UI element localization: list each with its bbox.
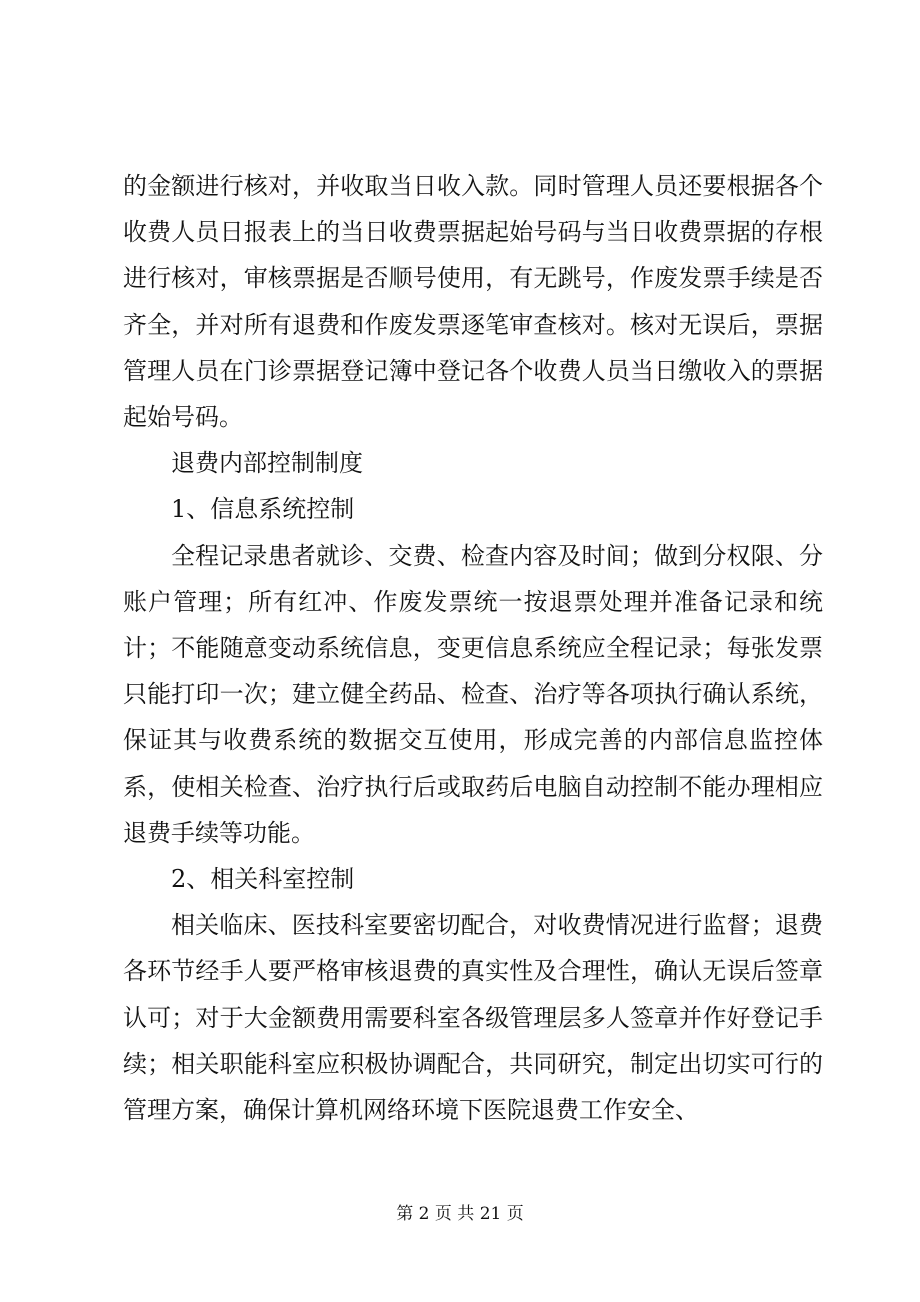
section-heading-refund-control: 退费内部控制制度 bbox=[171, 449, 363, 478]
paragraph-continued: 的金额进行核对，并收取当日收入款。同时管理人员还要根据各个收费人员日报表上的当日收费票据起始号码与当日收费票据的存根进行核对，审核票据是否顺号使用，有无跳号，作废发票手续是否齐全，并对所有退费和作废发票逐笔审查核对。核对无误后，票据管理人员在门诊票据登记簿中登记各个收费人员当日缴收入的票据起始号码。 bbox=[123, 172, 823, 432]
paragraph-related-departments: 相关临床、医技科室要密切配合，对收费情况进行监督；退费各环节经手人要严格审核退费的真实性及合理性，确认无误后签章认可；对于大金额费用需要科室各级管理层多人签章并作好登记手续；相关职能科室应积极协调配合，共同研究，制定出切实可行的管理方案，确保计算机网络环境下医院退费工作安全、 bbox=[123, 911, 823, 1125]
page-number-footer: 第 2 页 共 21 页 bbox=[396, 1204, 524, 1224]
subsection-heading-related-departments: 2、相关科室控制 bbox=[171, 865, 355, 894]
subsection-heading-information-system: 1、信息系统控制 bbox=[171, 495, 355, 524]
paragraph-information-system: 全程记录患者就诊、交费、检查内容及时间；做到分权限、分账户管理；所有红冲、作废发票统一按退票处理并准备记录和统计；不能随意变动系统信息，变更信息系统应全程记录；每张发票只能打印一次；建立健全药品、检查、治疗等各项执行确认系统，保证其与收费系统的数据交互使用，形成完善的内部信息监控体系，使相关检查、治疗执行后或取药后电脑自动控制不能办理相应退费手续等功能。 bbox=[123, 541, 823, 847]
document-body bbox=[123, 163, 823, 1133]
